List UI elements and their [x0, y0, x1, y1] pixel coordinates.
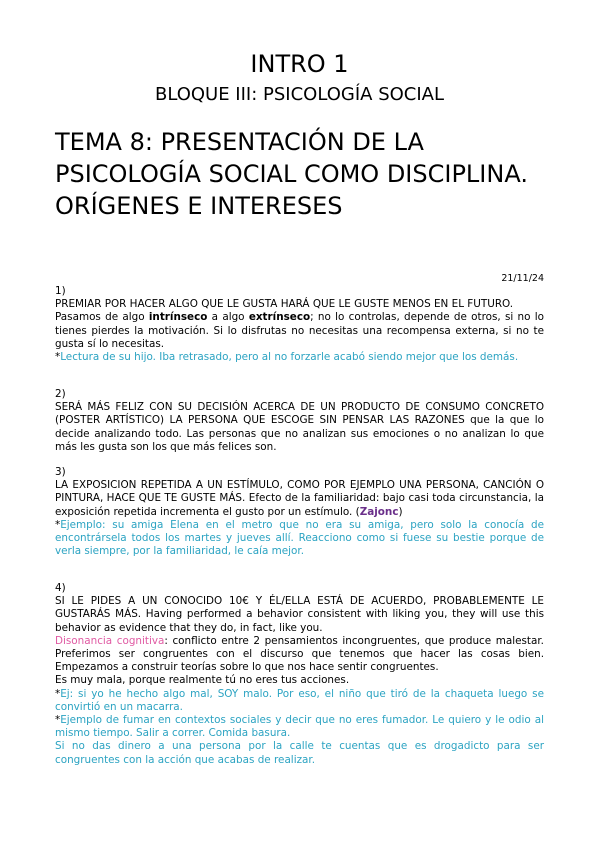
section-3-text	[55, 479, 544, 519]
example-text: Ej: si yo he hecho algo mal, SOY malo. Por eso, el niño que tiró de la chaqueta luego se convirtió en un macarra.	[55, 687, 544, 713]
example-text: Ejemplo de fumar en contextos sociales y decir que no eres fumador. Le quiero y le odio al mismo tiempo. Salir a correr. Comida basura.	[55, 714, 544, 740]
section-number: 4)	[55, 582, 66, 594]
example-text: Ejemplo: su amiga Elena en el metro que no era su amiga, pero solo la conocía de encontrársela todos los martes y jueves allí. Reacciono como si fuese su bestie porque de verla siempre, por la familiaridad, le caía mejor.	[55, 518, 544, 558]
term-highlight: Disonancia cognitiva	[55, 634, 165, 647]
author-name: Zajonc	[359, 505, 399, 518]
section-4-example-2	[55, 714, 544, 740]
section-2	[55, 388, 544, 454]
text-run: ; no lo controlas, depende de otros, si no lo tienes pierdes la motivación. Si lo disfrutas no necesitas una recompensa externa, si no te gusta sí lo necesitas.	[55, 311, 544, 350]
section-1-example	[55, 351, 544, 364]
date-label: 21/11/24	[501, 273, 544, 284]
bullet-star: *	[55, 351, 61, 364]
bullet-star: *	[55, 714, 61, 727]
section-1-explanation	[55, 311, 544, 351]
bold-term-intrinsic: intrínseco	[148, 311, 208, 324]
text-run: LA EXPOSICION REPETIDA A UN ESTÍMULO, COMO POR EJEMPLO UNA PERSONA, CANCIÓN O PINTURA, HACE QUE TE GUSTE MÁS. Efecto de la familiaridad: bajo casi toda circunstancia, la exposición repetida incrementa el gusto por un estímulo. (	[55, 479, 544, 518]
text-run: )	[398, 505, 403, 518]
section-4-text: SI LE PIDES A UN CONOCIDO 10€ Y ÉL/ELLA ESTÁ DE ACUERDO, PROBABLEMENTE LE GUSTARÁS MÁS. Having performed a behavior consistent with liking you, they will use this behavior as evidence that they do, in fact, like you.	[55, 595, 544, 634]
section-2-text: SERÁ MÁS FELIZ CON SU DECISIÓN ACERCA DE UN PRODUCTO DE CONSUMO CONCRETO (POSTER ARTÍSTICO) LA PERSONA QUE ESCOGE SIN PENSAR LAS RAZONES que la que lo decide analizando todo. Las personas que no analizan sus emociones o no analizan lo que más les gusta son los que más felices son.	[55, 401, 544, 453]
section-number: 3)	[55, 466, 66, 478]
text-run: Pasamos de algo	[55, 311, 149, 324]
text-run: a algo	[207, 311, 249, 324]
text-run: : conflicto entre 2 pensamientos incongruentes, que produce malestar. Preferimos ser congruentes con el discurso que tenemos que hacer las cosas bien. Empezamos a construir teorías sobre lo que nos hace sentir congruentes.	[55, 634, 544, 674]
section-number: 2)	[55, 388, 66, 400]
bullet-star: *	[55, 518, 61, 531]
section-4-example-1	[55, 688, 544, 714]
section-4-dissonance	[55, 635, 544, 675]
section-1	[55, 285, 544, 364]
topic-heading: TEMA 8: PRESENTACIÓN DE LA PSICOLOGÍA SOCIAL COMO DISCIPLINA. ORÍGENES E INTERESES	[55, 128, 528, 220]
section-4-note: Es muy mala, porque realmente tú no eres tus acciones.	[55, 674, 350, 687]
section-3	[55, 466, 544, 558]
example-text: Lectura de su hijo. Iba retrasado, pero al no forzarle acabó siendo mejor que los demás.	[60, 351, 519, 364]
block-subtitle: BLOQUE III: PSICOLOGÍA SOCIAL	[154, 84, 445, 105]
document-title: INTRO 1	[250, 50, 349, 78]
section-number: 1)	[55, 285, 66, 297]
bold-term-extrinsic: extrínseco	[248, 311, 311, 324]
section-4-example-3: Si no das dinero a una persona por la calle te cuentas que es drogadicto para ser congruentes con la acción que acabas de realizar.	[55, 740, 544, 766]
section-3-example	[55, 519, 544, 559]
section-1-statement: PREMIAR POR HACER ALGO QUE LE GUSTA HARÁ QUE LE GUSTE MENOS EN EL FUTURO.	[55, 298, 514, 311]
bullet-star: *	[55, 687, 61, 700]
section-4	[55, 582, 544, 767]
